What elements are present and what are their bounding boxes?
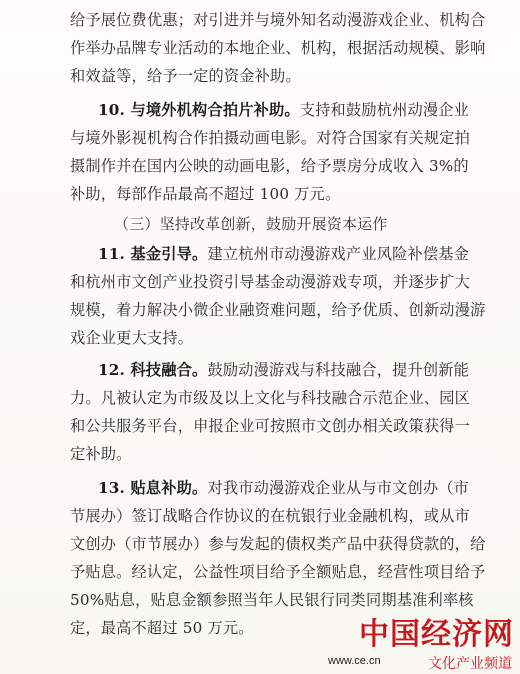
- text-line: 和杭州市文创产业投资引导基金动漫游戏专项，并逐步扩大: [70, 273, 471, 291]
- text-line: 戏企业更大支持。: [70, 329, 194, 347]
- paragraph-11-heading: 11. 基金引导。: [98, 245, 208, 263]
- text-line: 文创办（市节展办）参与发起的债权类产品中获得贷款的，给: [70, 535, 486, 553]
- paragraph-10-first-line: [98, 100, 472, 120]
- watermark-logo-text: 中国经济网: [359, 618, 514, 652]
- text-line: 和效益等，给予一定的资金补助。: [70, 67, 301, 85]
- text-line: 摄制作并在国内公映的动画电影，给予票房分成收入 3%的: [70, 157, 469, 175]
- text-line: 定补助。: [70, 445, 132, 463]
- text-line: 规模，着力解决小微企业融资难问题，给予优质、创新动漫游: [70, 301, 486, 319]
- paragraph-10-text: 支持和鼓励杭州动漫企业: [299, 101, 470, 119]
- paragraph-11-first-line: [98, 244, 472, 264]
- paragraph-12-heading: 12. 科技融合。: [98, 361, 208, 379]
- text-line: 予贴息。经认定，公益性项目给予全额贴息，经营性项目给予: [70, 563, 486, 581]
- watermark-url: www.ce.cn: [328, 655, 381, 667]
- paragraph-13-text: 对我市动漫游戏企业从与市文创办（市: [207, 479, 470, 497]
- site-watermark-logo: [320, 618, 520, 674]
- text-line: 50%贴息，贴息金额参照当年人民银行同类同期基准利率核: [70, 591, 474, 609]
- text-line: 节展办）签订战略合作协议的在杭银行业金融机构，或从市: [70, 507, 471, 525]
- section-heading: （三）坚持改革创新，鼓励开展资本运作: [114, 215, 388, 233]
- text-line: 与境外影视机构合作拍摄动画电影。对符合国家有关规定拍: [70, 129, 471, 147]
- text-line: 定，最高不超过 50 万元。: [70, 619, 254, 637]
- watermark-channel: 文化产业频道: [428, 656, 512, 672]
- text-line: 力。凡被认定为市级及以上文化与科技融合示范企业、园区: [70, 389, 471, 407]
- paragraph-11-text: 建立杭州市动漫游戏产业风险补偿基金: [207, 245, 470, 263]
- text-line: 作举办品牌专业活动的本地企业、机构，根据活动规模、影响: [70, 39, 486, 57]
- text-line: 补助，每部作品最高不超过 100 万元。: [70, 185, 341, 203]
- paragraph-13-heading: 13. 贴息补助。: [98, 479, 208, 497]
- paragraph-12-first-line: [98, 360, 472, 380]
- paragraph-12-text: 鼓励动漫游戏与科技融合，提升创新能: [207, 361, 470, 379]
- text-line: 和公共服务平台，申报企业可按照市文创办相关政策获得一: [70, 417, 471, 435]
- paragraph-13-first-line: [98, 478, 472, 498]
- paragraph-10-heading: 10. 与境外机构合拍片补助。: [98, 101, 300, 119]
- text-line: 给予展位费优惠；对引进并与境外知名动漫游戏企业、机构合: [70, 11, 486, 29]
